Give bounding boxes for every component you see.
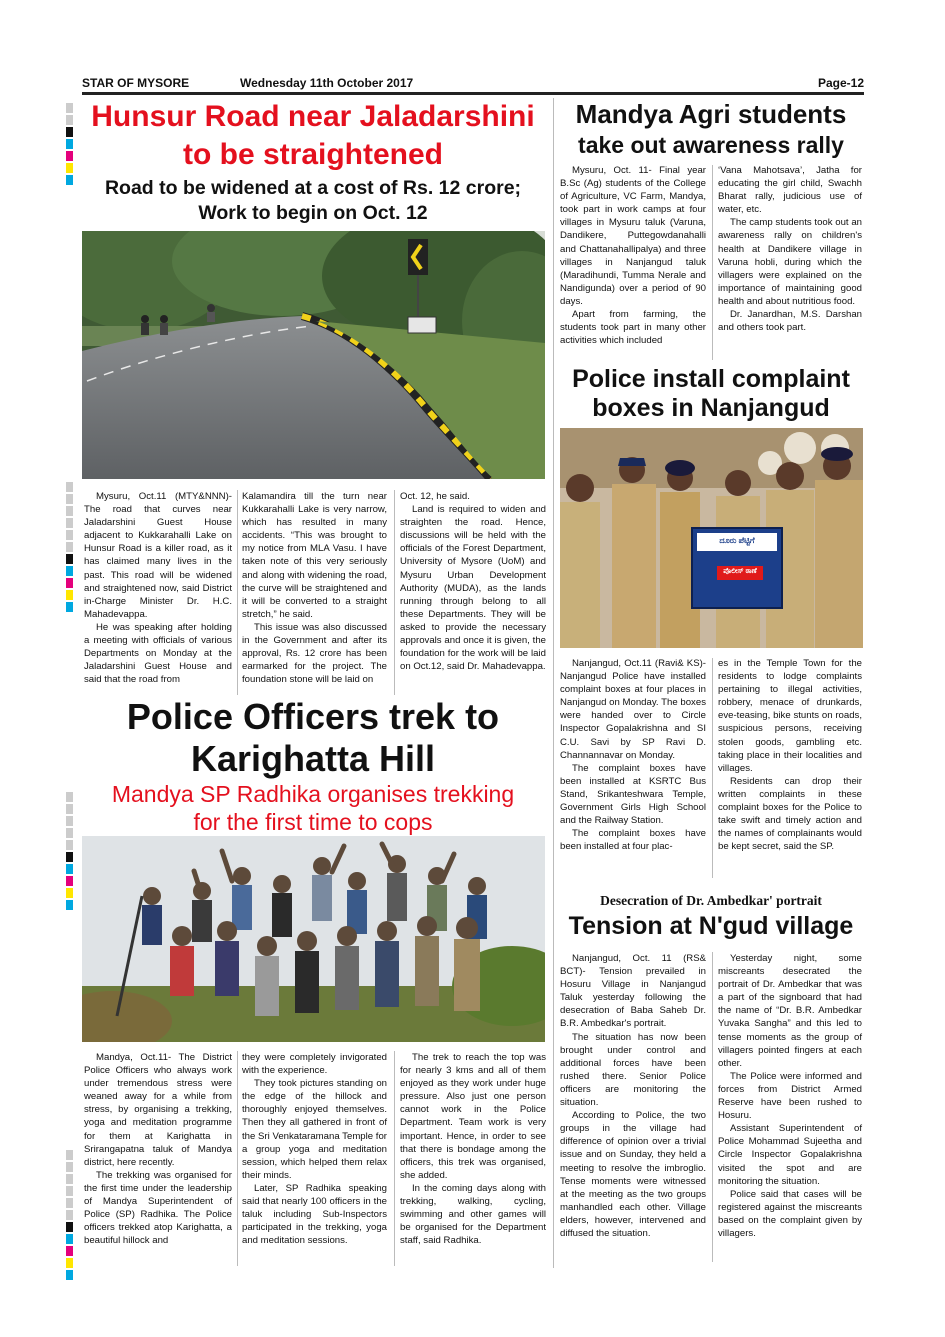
paragraph: Residents can drop their written complaints in these complaint boxes for the Police to take swift and timely action and the names of complainants would be kept secret, said the SP. xyxy=(718,775,862,853)
headline-line: Hunsur Road near Jaladarshini xyxy=(91,100,535,133)
paper-name: STAR OF MYSORE xyxy=(82,76,190,90)
column-rule xyxy=(237,1051,238,1266)
paragraph: He was speaking after holding a meeting with officials of various Departments on Monday at the Jaladarshini Guest House and said that the road from xyxy=(84,621,232,686)
subhead-line: for the first time to cops xyxy=(193,809,433,835)
story3-column-1 xyxy=(560,164,706,347)
story2-subhead xyxy=(76,780,550,836)
story2-headline xyxy=(76,696,550,780)
paragraph: The camp students took out an awareness rally on children's health at Dandikere village in Varuna hobli, during which the villagers were explained on the importance of maintaining good health and about nutritious food. xyxy=(718,217,862,307)
color-registration-bar xyxy=(66,482,73,614)
story2-column-1 xyxy=(84,1051,232,1247)
paragraph: Dr. Janardhan, M.S. Darshan and others took part. xyxy=(718,309,862,334)
complaint-box-photo xyxy=(560,428,863,648)
story1-headline xyxy=(76,98,550,173)
paragraph: es in the Temple Town for the residents to lodge complaints pertaining to illegal activities, robbery, menace of drunkards, eve-teasing, bike stunts on roads, suspicious persons, receiving stolen goods, gambling etc. taking place in their localities and villages. xyxy=(718,658,862,774)
paragraph: Nanjangud, Oct. 11 (RS& BCT)- Tension prevailed in Hosuru Village in Nanjangud Taluk yesterday following the desecration of Baba Saheb Dr. B.R. Ambedkar's portrait. xyxy=(560,953,706,1030)
paragraph: The situation has now been brought under control and additional forces have been rushed there. Senior Police officers are monitoring the situation. xyxy=(560,1031,706,1109)
paragraph: The complaint boxes have been installed at KSRTC Bus Stand, Srikanteshwara Temple, Government Girls High School and the Railway Station. xyxy=(560,762,706,827)
paragraph: Land is required to widen and straighten the road. Hence, discussions will be held with the officials of the Forest Department, University of Mysore (UoM) and Mysuru Urban Development Authority (MUDA), as the lands running through belong to all these Departments. They will be asked to provide the necessary approvals and once it is given, the foundation for the work will be laid on Oct.12, said Dr. Mahadevappa. xyxy=(400,504,546,673)
paragraph: The trek to reach the top was for nearly 3 kms and all of them enjoyed as they work under huge pressure. Also just one person cannot work in the Police Department. Team work is very important. Hence, in order to see that there is bondage among the officers, this trek was organised, she added. xyxy=(400,1052,546,1181)
story5-column-1 xyxy=(560,952,706,1240)
paragraph: Kalamandira till the turn near Kukkarahalli Lake is very narrow, which has resulted in many accidents. “This was brought to my notice from MLA Vasu. I have taken note of this very seriously and along with widening the road, the curve will be straightened and it will be converted to a straight stretch,” he said. xyxy=(242,491,387,620)
paragraph: Mandya, Oct.11- The District Police Officers who always work under tremendous stress were weaned away for a while from stress, by organising a trekking, yoga and meditation programme for them at Karighatta in Srirangapatna taluk of Mandya district, here recently. xyxy=(84,1052,232,1168)
column-rule xyxy=(712,658,713,878)
headline-line: Mandya Agri students xyxy=(575,99,847,129)
story1-column-2 xyxy=(242,490,387,686)
paragraph: Apart from farming, the students took part in many other activities which included xyxy=(560,309,706,347)
subhead-line: Work to begin on Oct. 12 xyxy=(198,202,428,224)
paragraph: Later, SP Radhika speaking said that nearly 100 officers in the taluk including Sub-Inspectors participated in the trekking, yoga and meditation sessions. xyxy=(242,1182,387,1247)
paragraph: Mysuru, Oct.11 (MTY&NNN)- The road that curves near Jaladarshini Guest House adjacent to Kukkarahalli Lake on Hunsur Road is a killer road, as it has claimed many lives in the past. This road will be widened and straightened now, said District in-Charge Minister Dr. H.C. Mahadevappa. xyxy=(84,491,232,620)
section-rule xyxy=(553,98,554,1268)
headline-line: take out awareness rally xyxy=(578,132,844,158)
issue-date: Wednesday 11th October 2017 xyxy=(240,76,414,90)
paragraph: ‘Vana Mahotsava’, Jatha for educating the girl child, Swachh Bharat rally, judicious use of water, etc. xyxy=(718,165,862,216)
story2-column-2 xyxy=(242,1051,387,1247)
paragraph: Assistant Superintendent of Police Mohammad Sujeetha and Circle Inspector Gopalakrishna visited the spot and are monitoring the situation. xyxy=(718,1123,862,1187)
paragraph: Oct. 12, he said. xyxy=(400,491,470,502)
headline-line: Police Officers trek to xyxy=(126,696,500,737)
paragraph: The complaint boxes have been installed at four plac- xyxy=(560,828,706,853)
masthead-rule-thin xyxy=(82,94,864,95)
column-rule xyxy=(394,1051,395,1266)
paragraph: they were completely invigorated with the experience. xyxy=(242,1052,387,1077)
story1-column-1 xyxy=(84,490,232,686)
story2-column-3 xyxy=(400,1051,546,1247)
paragraph: In the coming days along with trekking, walking, cycling, swimming and other games will be organised for the Department staff, said Radhika. xyxy=(400,1182,546,1247)
color-registration-bar xyxy=(66,103,73,187)
paragraph: They took pictures standing on the edge of the hillock and thoroughly enjoyed themselves. Then they all gathered in front of the Sri Venkataramana Temple for a group yoga and meditation session, which helped them relax their minds. xyxy=(242,1078,387,1181)
page-number: Page-12 xyxy=(817,76,864,90)
paragraph: Yesterday night, some miscreants desecrated the portrait of Dr. Ambedkar that was a part of the signboard that had the name of “Dr. B.R. Ambedkar Yuvaka Sangha” and this led to tense moments as the group of villagers pointed fingers at each other. xyxy=(718,953,862,1069)
road-photo xyxy=(82,231,545,479)
paragraph: The Police were informed and forces from District Armed Reserve have been rushed to Hosuru. xyxy=(718,1070,862,1122)
column-rule xyxy=(712,952,713,1262)
story4-headline xyxy=(556,365,866,423)
paragraph: Nanjangud, Oct.11 (Ravi& KS)- Nanjangud Police have installed complaint boxes at four places in Nanjangud on Monday. The boxes were handed over to Circle Inspector Gopalakrishna and SI C.U. Savi by SP Ravi D. Channannavar on Monday. xyxy=(560,658,706,761)
column-rule xyxy=(394,490,395,695)
headline-line: boxes in Nanjangud xyxy=(592,394,830,422)
headline-line: to be straightened xyxy=(182,137,444,171)
trek-group-photo xyxy=(82,836,545,1042)
paragraph: This issue was also discussed in the Government and after its approval, Rs. 12 crore has been earmarked for the project. The foundation stone will be laid on xyxy=(242,621,387,686)
story5-headline: Tension at N'gud village xyxy=(568,912,854,940)
paragraph: According to Police, the two groups in the village had difference of opinion over a trivial issue and on Sunday, they held a meeting to resolve the imbroglio. Tense moments were witnessed at the meeting as the two groups manhandled each other. Village elders, however, intervened and diffused the situation. xyxy=(560,1110,706,1239)
story4-column-1 xyxy=(560,657,706,853)
story5-kicker: Desecration of Dr. Ambedkar' portrait xyxy=(600,893,822,908)
headline-line: Karighatta Hill xyxy=(190,738,436,779)
color-registration-bar xyxy=(66,792,73,912)
paragraph: The trekking was organised for the first time under the leadership of Mandya Superintendent of Police (SP) Radhika. The Police officers trekked atop Karighatta, a beautiful hillock and xyxy=(84,1169,232,1247)
color-registration-bar xyxy=(66,1150,73,1282)
paragraph: Mysuru, Oct. 11- Final year B.Sc (Ag) students of the College of Agriculture, VC Farm, Mandya, took part in work camps at four villages in Mysuru taluk (Varuna, Dandikere, Puttegowdanahalli and Chattanahallipalya) and three villages in Nanjangud taluk (Maradihundi, Tumma Nerale and Nandigunda) over a period of 90 days. xyxy=(560,165,706,307)
box-label-top: ದೂರು ಪೆಟ್ಟಿಗೆ xyxy=(719,536,755,545)
masthead xyxy=(82,74,864,92)
story1-subhead xyxy=(76,176,550,226)
column-rule xyxy=(712,165,713,360)
column-rule xyxy=(237,490,238,695)
story1-column-3 xyxy=(400,490,546,673)
story3-column-2 xyxy=(718,164,862,334)
subhead-line: Mandya SP Radhika organises trekking xyxy=(111,781,515,807)
box-label-bottom: ಪೊಲೀಸ್ ಠಾಣೆ xyxy=(723,568,757,575)
story5-column-2 xyxy=(718,952,862,1240)
subhead-line: Road to be widened at a cost of Rs. 12 crore; xyxy=(104,177,522,199)
story4-column-2 xyxy=(718,657,862,853)
paragraph: Police said that cases will be registered against the miscreants based on the complaint given by villagers. xyxy=(718,1188,862,1239)
story3-headline xyxy=(556,99,866,161)
headline-line: Police install complaint xyxy=(572,365,850,393)
